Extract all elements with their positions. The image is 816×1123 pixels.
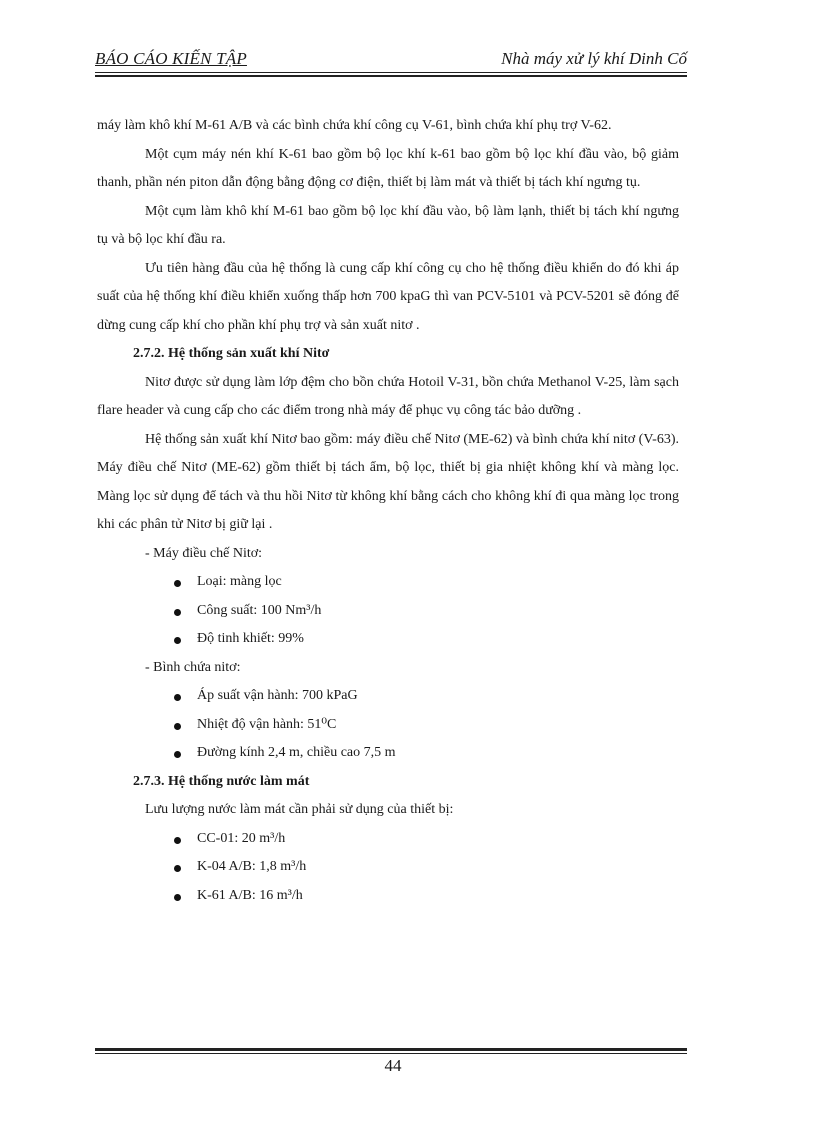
section-heading-2-7-3: 2.7.3. Hệ thống nước làm mát [133,773,310,789]
list-item: Công suất: 100 Nm³/h [97,597,679,626]
bullet-list [97,568,679,654]
list-heading: - Máy điều chế Nitơ: [145,545,263,561]
report-title: BÁO CÁO KIẾN TẬP [95,49,247,68]
bullet-list [97,825,679,911]
paragraph: Một cụm máy nén khí K-61 bao gồm bộ lọc khí k-61 bao gồm bộ lọc khí đầu vào, bộ giảm thanh, phần nén piton dẫn động bằng động cơ điện, thiết bị làm mát và thiết bị tách khí ngưng tụ. [97,146,679,190]
list-item: Áp suất vận hành: 700 kPaG [97,682,679,711]
paragraph: Nitơ được sử dụng làm lớp đệm cho bồn chứa Hotoil V-31, bồn chứa Methanol V-25, làm sạch flare header và cung cấp cho các điểm trong nhà máy để phục vụ công tác bảo dưỡng . [97,374,679,418]
bullet-icon [174,637,181,644]
page-header [95,47,687,75]
bullet-icon [174,894,181,901]
paragraph: Hệ thống sản xuất khí Nitơ bao gồm: máy điều chế Nitơ (ME-62) và bình chứa khí nitơ (V-63). Máy điều chế Nitơ (ME-62) gồm thiết bị tách ẩm, bộ lọc, thiết bị gia nhiệt không khí và màng lọc. Màng lọc sử dụng để tách và thu hồi Nitơ từ không khí bằng cách cho không khí đi qua màng lọc trong khi các phân tử Nitơ bị giữ lại . [97,431,679,532]
list-item: Loại: màng lọc [97,568,679,597]
bullet-icon [174,837,181,844]
document-body [97,112,679,910]
list-item: Đường kính 2,4 m, chiều cao 7,5 m [97,739,679,768]
list-item: CC-01: 20 m³/h [97,825,679,854]
header-rule [95,72,687,73]
header-rule-thick [95,75,687,77]
plant-name: Nhà máy xử lý khí Dinh Cố [501,49,687,68]
list-item: Độ tinh khiết: 99% [97,625,679,654]
bullet-icon [174,723,181,730]
bullet-icon [174,580,181,587]
bullet-icon [174,751,181,758]
bullet-list [97,682,679,768]
list-item: Nhiệt độ vận hành: 51⁰C [97,711,679,740]
bullet-icon [174,609,181,616]
bullet-icon [174,865,181,872]
paragraph: máy làm khô khí M-61 A/B và các bình chứa khí công cụ V-61, bình chứa khí phụ trợ V-62. [97,118,612,133]
page-number: 44 [384,1056,402,1075]
paragraph: Một cụm làm khô khí M-61 bao gồm bộ lọc khí đầu vào, bộ làm lạnh, thiết bị tách khí ngưng tụ và bộ lọc khí đầu ra. [97,203,679,247]
bullet-icon [174,694,181,701]
list-heading: Lưu lượng nước làm mát cần phải sử dụng của thiết bị: [145,802,454,817]
paragraph: Ưu tiên hàng đầu của hệ thống là cung cấp khí công cụ cho hệ thống điều khiển do đó khi áp suất của hệ thống khí điều khiển xuống thấp hơn 700 kpaG thì van PCV-5101 và PCV-5201 sẽ đóng để dừng cung cấp khí cho phần khí phụ trợ và sản xuất nitơ . [97,260,679,333]
list-item: K-04 A/B: 1,8 m³/h [97,853,679,882]
list-heading: - Bình chứa nitơ: [145,659,241,675]
section-heading-2-7-2: 2.7.2. Hệ thống sản xuất khí Nitơ [133,346,330,361]
footer-rule-thick [95,1048,687,1051]
footer-rule [95,1053,687,1054]
list-item: K-61 A/B: 16 m³/h [97,882,679,911]
